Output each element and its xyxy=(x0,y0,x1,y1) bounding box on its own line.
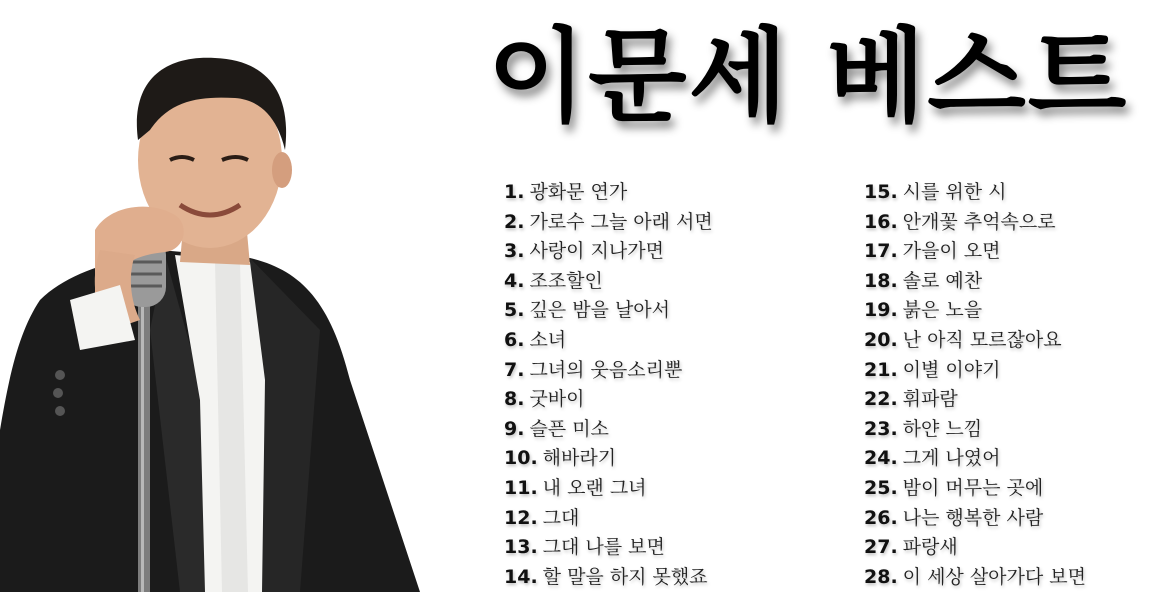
track-title: 가로수 그늘 아래 서면 xyxy=(529,210,713,233)
track-number: 25. xyxy=(864,476,898,499)
track-number: 16. xyxy=(864,210,898,233)
track-title: 파랑새 xyxy=(902,536,958,559)
track-item xyxy=(504,296,713,326)
track-number: 22. xyxy=(864,388,898,411)
track-title: 안개꽃 추억속으로 xyxy=(902,210,1056,233)
track-item xyxy=(864,208,1086,238)
track-title: 밤이 머무는 곳에 xyxy=(902,476,1044,499)
track-item xyxy=(504,208,713,238)
track-number: 6. xyxy=(504,328,525,351)
track-number: 27. xyxy=(864,536,898,559)
track-title: 솔로 예찬 xyxy=(902,269,983,292)
tracklist-right xyxy=(864,178,1086,592)
tracklist-left xyxy=(504,178,713,592)
track-title: 그대 나를 보면 xyxy=(542,536,665,559)
track-item xyxy=(864,415,1086,445)
track-number: 14. xyxy=(504,565,538,588)
track-number: 1. xyxy=(504,181,525,203)
track-item xyxy=(864,533,1086,563)
track-number: 3. xyxy=(504,240,525,263)
track-title: 나는 행복한 사람 xyxy=(902,506,1044,529)
track-item xyxy=(864,356,1086,386)
track-title: 휘파람 xyxy=(902,388,958,411)
track-title: 하얀 느낌 xyxy=(902,417,983,440)
track-item xyxy=(864,296,1086,326)
track-number: 5. xyxy=(504,299,525,322)
track-title: 조조할인 xyxy=(529,269,603,292)
track-item xyxy=(504,563,713,592)
track-title: 슬픈 미소 xyxy=(529,417,609,440)
track-item xyxy=(504,178,713,208)
track-title: 내 오랜 그녀 xyxy=(542,476,647,499)
track-item xyxy=(864,326,1086,356)
track-item xyxy=(504,237,713,267)
track-item xyxy=(864,563,1086,592)
track-title: 붉은 노을 xyxy=(902,299,983,322)
track-number: 7. xyxy=(504,358,525,381)
track-number: 11. xyxy=(504,476,538,499)
track-item xyxy=(864,178,1086,208)
track-item xyxy=(504,504,713,534)
track-number: 28. xyxy=(864,565,898,588)
track-item xyxy=(864,267,1086,297)
track-item xyxy=(504,326,713,356)
track-number: 17. xyxy=(864,240,898,263)
track-number: 20. xyxy=(864,328,898,351)
track-item xyxy=(504,533,713,563)
track-number: 4. xyxy=(504,269,525,292)
track-item xyxy=(864,385,1086,415)
track-item xyxy=(864,444,1086,474)
track-title: 굿바이 xyxy=(529,388,585,411)
track-number: 9. xyxy=(504,417,525,440)
track-item xyxy=(504,444,713,474)
track-title: 해바라기 xyxy=(542,447,617,470)
track-title: 그대 xyxy=(542,506,580,529)
track-title: 소녀 xyxy=(529,328,567,351)
track-item xyxy=(504,474,713,504)
track-title: 난 아직 모르잖아요 xyxy=(902,328,1062,351)
track-number: 15. xyxy=(864,181,898,203)
track-item xyxy=(864,474,1086,504)
page-title: 이문세 베스트 xyxy=(487,18,1129,137)
track-item xyxy=(504,267,713,297)
track-title: 할 말을 하지 못했죠 xyxy=(542,565,708,588)
track-title: 이별 이야기 xyxy=(902,358,1001,381)
track-item xyxy=(504,415,713,445)
artist-photo xyxy=(0,0,460,592)
track-number: 12. xyxy=(504,506,538,529)
track-title: 가을이 오면 xyxy=(902,240,1001,263)
track-number: 23. xyxy=(864,417,898,440)
track-number: 2. xyxy=(504,210,525,233)
track-title: 그게 나였어 xyxy=(902,447,1001,470)
track-number: 8. xyxy=(504,388,525,411)
track-title: 시를 위한 시 xyxy=(902,181,1007,203)
track-number: 24. xyxy=(864,447,898,470)
track-title: 그녀의 웃음소리뿐 xyxy=(529,358,683,381)
track-title: 사랑이 지나가면 xyxy=(529,240,664,263)
track-item xyxy=(864,237,1086,267)
track-number: 18. xyxy=(864,269,898,292)
track-number: 21. xyxy=(864,358,898,381)
track-number: 26. xyxy=(864,506,898,529)
track-number: 13. xyxy=(504,536,538,559)
track-number: 10. xyxy=(504,447,538,470)
track-title: 이 세상 살아가다 보면 xyxy=(902,565,1086,588)
track-number: 19. xyxy=(864,299,898,322)
track-item xyxy=(504,385,713,415)
track-item xyxy=(504,356,713,386)
track-title: 깊은 밤을 날아서 xyxy=(529,299,671,322)
track-item xyxy=(864,504,1086,534)
track-title: 광화문 연가 xyxy=(529,181,628,203)
